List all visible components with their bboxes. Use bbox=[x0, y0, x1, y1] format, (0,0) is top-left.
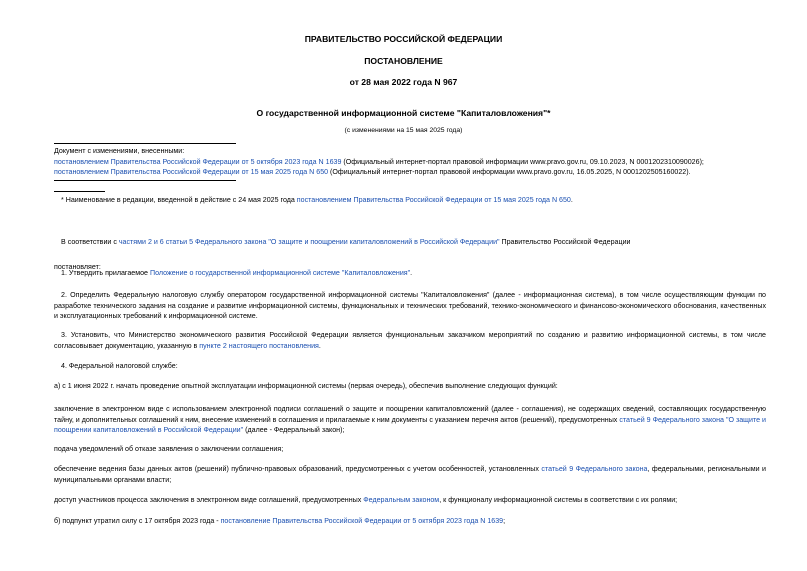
f3-pre: обеспечение ведения базы данных актов (решений) публично-правовых образований, предусмотренных с учетом особенностей, установленных bbox=[54, 465, 542, 473]
f4-post: , к функционалу информационной системы в соответствии с их ролями; bbox=[439, 496, 678, 504]
function-1 bbox=[54, 404, 766, 436]
paragraph-4: 4. Федеральной налоговой службе: bbox=[61, 362, 178, 370]
divider-top bbox=[54, 143, 236, 144]
doc-title: О государственной информационной системе "Капиталовложения"* bbox=[256, 108, 551, 118]
f4-link[interactable]: Федеральным законом bbox=[363, 496, 440, 504]
f1-post: (далее - Федеральный закон); bbox=[243, 426, 345, 434]
f3-post: , федеральными, региональными и муниципальными органами власти; bbox=[54, 465, 767, 484]
preamble-link[interactable]: частями 2 и 6 статьи 5 Федерального закона "О защите и поощрении капиталовложений в Российской Федерации" bbox=[118, 238, 500, 246]
doc-date-number: от 28 мая 2022 года N 967 bbox=[349, 77, 458, 87]
changes-item-1-link[interactable]: постановлением Правительства Российской Федерации от 5 октября 2023 года N 1639 bbox=[54, 158, 342, 166]
preamble-post: Правительство Российской Федерации bbox=[499, 238, 631, 246]
paragraph-4a: а) с 1 июня 2022 г. начать проведение опытной эксплуатации информационной системы (первая очередь), обеспечив выполнение следующих функций: bbox=[54, 382, 558, 390]
paragraph-2: 2. Определить Федеральную налоговую службу оператором государственной информационной системы "Капиталовложения" (далее - информационная система), в том числе осуществляющим функции по разработке технического задания на создание и развитие информационной системы, функциональных и технических требований, технико-экономического и финансово-экономического обоснования, качественных и эксплуатационных требований к информационной системе. bbox=[54, 291, 766, 320]
footnote bbox=[61, 195, 573, 205]
function-4 bbox=[54, 495, 677, 505]
changes-item-2-link[interactable]: постановлением Правительства Российской Федерации от 15 мая 2025 года N 650 bbox=[54, 168, 329, 176]
p1-pre: 1. Утвердить прилагаемое bbox=[61, 269, 150, 277]
footnote-divider bbox=[54, 191, 105, 192]
changes-item-1-tail: (Официальный интернет-портал правовой информации www.pravo.gov.ru, 09.10.2023, N 0001202310090026); bbox=[341, 158, 704, 166]
paragraph-4b bbox=[54, 516, 505, 526]
p1-link[interactable]: Положение о государственной информационной системе "Капиталовложения" bbox=[149, 269, 411, 277]
changes-item-2 bbox=[54, 167, 691, 177]
footnote-text: * Наименование в редакции, введенной в действие с 24 мая 2025 года bbox=[61, 196, 297, 204]
f4-pre: доступ участников процесса заключения в электронном виде соглашений, предусмотренных bbox=[54, 496, 364, 504]
paragraph-1 bbox=[61, 268, 412, 278]
preamble-pre: В соответствии с bbox=[61, 238, 119, 246]
p3-pre: 3. Установить, что Министерство экономического развития Российской Федерации является функциональным заказчиком мероприятий по созданию и развитию информационной системы, в том числе согласовывает документацию, указанную в bbox=[54, 331, 766, 350]
paragraph-3 bbox=[54, 330, 766, 351]
p3-link[interactable]: пункте 2 настоящего постановления bbox=[199, 341, 319, 350]
divider-bottom bbox=[54, 180, 236, 181]
changes-item-2-tail: (Официальный интернет-портал правовой информации www.pravo.gov.ru, 16.05.2025, N 0001202505160022). bbox=[328, 168, 691, 176]
f1-pre: заключение в электронном виде с использованием электронной подписи соглашений о защите и поощрении капиталовложений (далее - соглашения), не содержащих сведений, составляющих государственную тайну, и дополнительных соглашений к ним, внесение изменений в соглашения и прилагаемые к ним документы с указанием перечня актов (решений), предусмотренных bbox=[54, 405, 766, 424]
amend-note: (с изменениями на 15 мая 2025 года) bbox=[344, 127, 463, 134]
function-3 bbox=[54, 464, 766, 485]
org-name: ПРАВИТЕЛЬСТВО РОССИЙСКОЙ ФЕДЕРАЦИИ bbox=[304, 34, 503, 44]
f3-link[interactable]: статьей 9 Федерального закона bbox=[541, 465, 648, 473]
doc-type: ПОСТАНОВЛЕНИЕ bbox=[364, 56, 443, 66]
preamble bbox=[61, 237, 631, 247]
p4b-post: ; bbox=[503, 517, 506, 525]
footnote-link[interactable]: постановлением Правительства Российской Федерации от 15 мая 2025 года N 650 bbox=[296, 196, 571, 204]
p1-post: . bbox=[410, 269, 413, 277]
changes-item-1 bbox=[54, 157, 704, 167]
footnote-end: . bbox=[570, 196, 573, 204]
function-2: подача уведомлений об отказе заявления о заключении соглашения; bbox=[54, 445, 284, 453]
changes-intro: Документ с изменениями, внесенными: bbox=[54, 147, 185, 155]
p4b-pre: б) подпункт утратил силу с 17 октября 2023 года - bbox=[54, 517, 221, 525]
p4b-link[interactable]: постановление Правительства Российской Федерации от 5 октября 2023 года N 1639 bbox=[220, 517, 504, 525]
p3-post: . bbox=[318, 341, 321, 350]
f1-link[interactable]: статьей 9 Федерального закона "О защите и поощрении капиталовложений в Российской Федерации" bbox=[54, 415, 766, 434]
decree-word: постановляет: bbox=[54, 263, 101, 271]
